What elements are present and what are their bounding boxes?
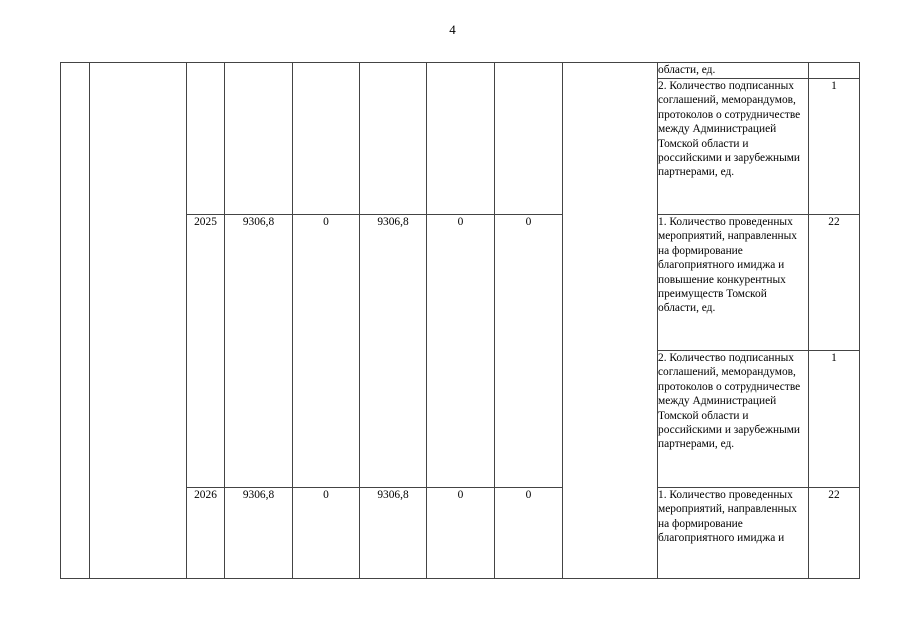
total-cell: 9306,8 <box>225 488 293 579</box>
local-cell <box>427 63 495 215</box>
table-row <box>61 63 860 79</box>
other-cell: 0 <box>495 488 563 579</box>
indicator-value-cell: 22 <box>809 215 860 351</box>
regional-cell <box>360 63 427 215</box>
name-cell <box>90 63 187 579</box>
federal-cell: 0 <box>293 215 360 488</box>
indicator-value-cell: 1 <box>809 79 860 215</box>
program-table <box>60 62 860 579</box>
indicator-value-cell: 1 <box>809 351 860 488</box>
indicator-cell: области, ед. <box>658 63 809 79</box>
regional-cell: 9306,8 <box>360 215 427 488</box>
indicator-value-cell: 22 <box>809 488 860 579</box>
indicator-cell: 2. Количество подписанных соглашений, меморандумов, протоколов о сотрудничестве между Администрацией Томской области и российскими и зарубежными партнерами, ед. <box>658 351 809 488</box>
regional-cell: 9306,8 <box>360 488 427 579</box>
executor-cell <box>563 63 658 579</box>
other-cell <box>495 63 563 215</box>
year-cell <box>187 63 225 215</box>
total-cell <box>225 63 293 215</box>
other-cell: 0 <box>495 215 563 488</box>
number-cell <box>61 63 90 579</box>
local-cell: 0 <box>427 215 495 488</box>
federal-cell: 0 <box>293 488 360 579</box>
indicator-cell: 1. Количество проведенных мероприятий, направленных на формирование благоприятного имиджа и <box>658 488 809 579</box>
total-cell: 9306,8 <box>225 215 293 488</box>
local-cell: 0 <box>427 488 495 579</box>
page-number: 4 <box>449 22 456 37</box>
indicator-cell: 1. Количество проведенных мероприятий, направленных на формирование благоприятного имиджа и повышение конкурентных преимуществ Томской области, ед. <box>658 215 809 351</box>
indicator-cell: 2. Количество подписанных соглашений, меморандумов, протоколов о сотрудничестве между Администрацией Томской области и российскими и зарубежными партнерами, ед. <box>658 79 809 215</box>
indicator-value-cell <box>809 63 860 79</box>
year-cell: 2026 <box>187 488 225 579</box>
federal-cell <box>293 63 360 215</box>
year-cell: 2025 <box>187 215 225 488</box>
